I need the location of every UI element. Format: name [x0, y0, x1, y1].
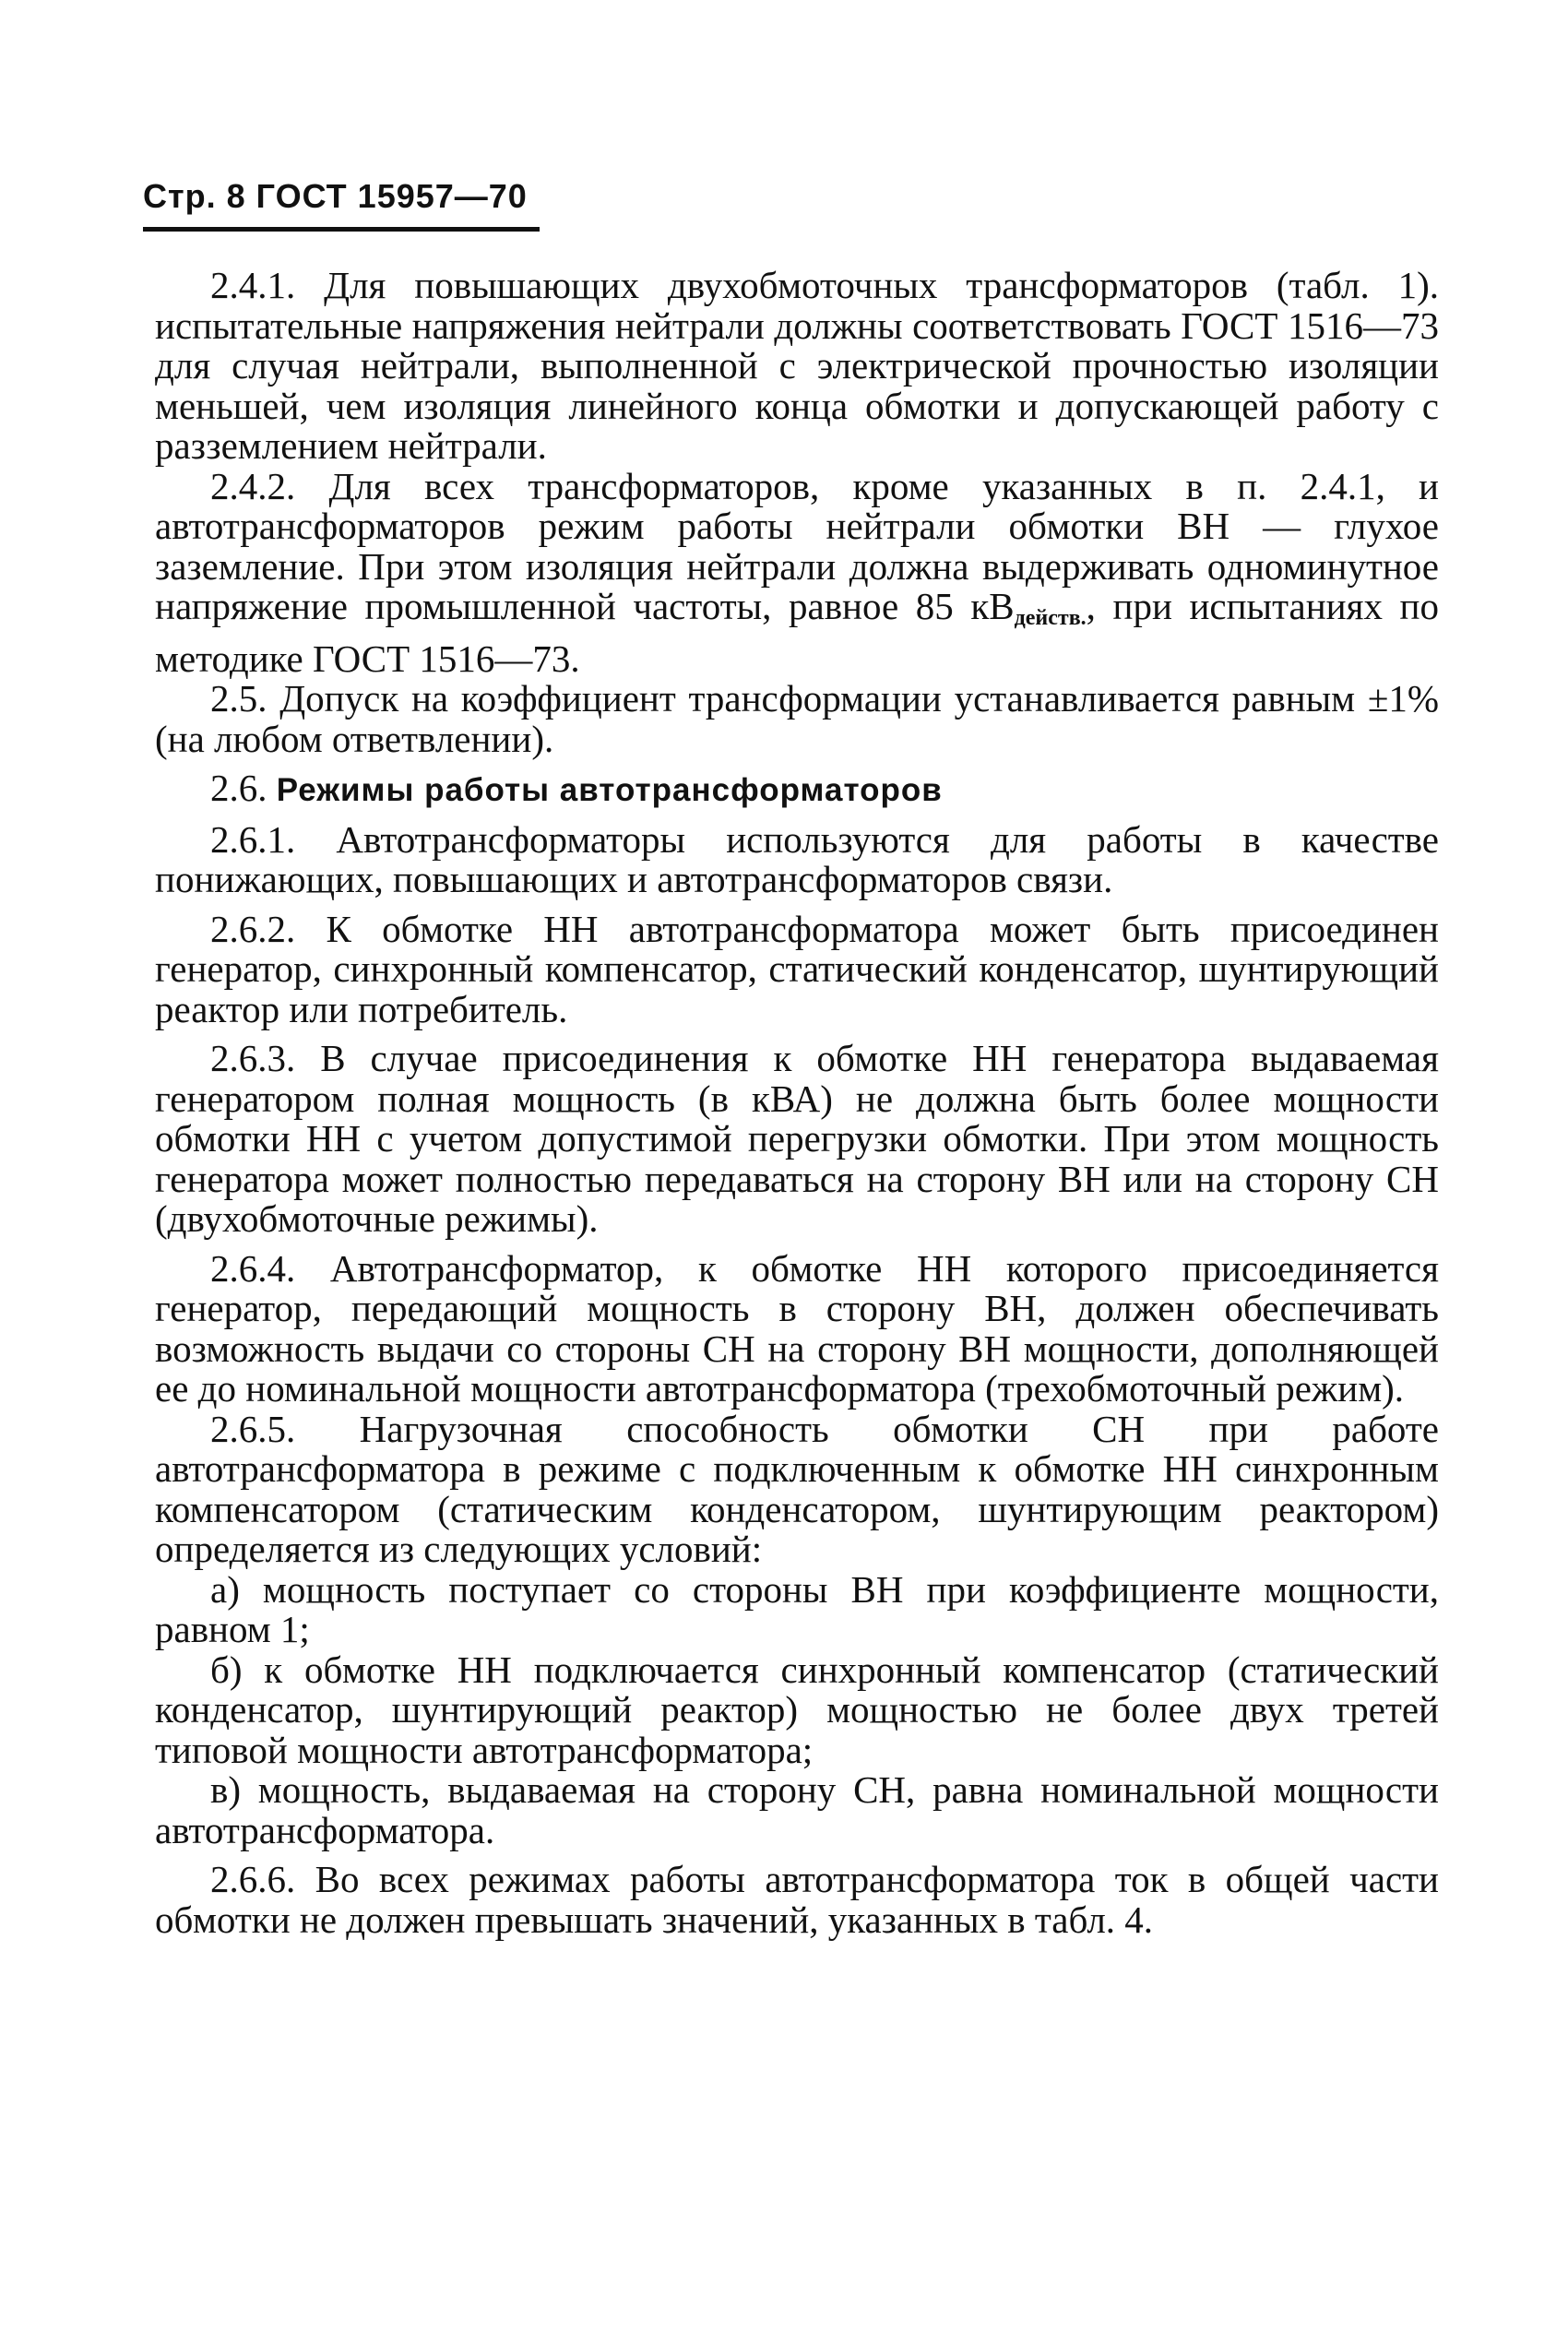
list-item-v: в) мощность, выдаваемая на сторону СН, равна номинальной мощности автотрансформатора. [155, 1768, 1439, 1851]
paragraph-2-4-1: 2.4.1. Для повышающих двухобмоточных трансформаторов (табл. 1). испытательные напряжения нейтрали должны соответствовать ГОСТ 1516—73 для случая нейтрали, выполненной с электрической прочностью изоляции меньшей, чем изоляция линейного конца обмотки и допускающей работу с разземлением нейтрали. [155, 264, 1439, 467]
document-body [155, 266, 1439, 1940]
section-2-6-heading [155, 768, 1439, 811]
paragraph-2-4-2 [155, 464, 1439, 680]
header-rule [143, 227, 540, 232]
paragraph-2-6-1: 2.6.1. Автотрансформаторы используются для работы в качестве понижающих, повышающих и автотрансформаторов связи. [155, 817, 1439, 900]
section-number: 2.6. [210, 767, 277, 809]
paragraph-2-4-2-tail: , при испытаниях по методике ГОСТ 1516—73. [155, 585, 1439, 680]
list-item-a: а) мощность поступает со стороны ВН при коэффициенте мощности, равном 1; [155, 1567, 1439, 1650]
list-item-b: б) к обмотке НН подключается синхронный компенсатор (статический конденсатор, шунтирующий реактор) мощностью не более двух третей типовой мощности автотрансформатора; [155, 1648, 1439, 1771]
paragraph-2-6-3: 2.6.3. В случае присоединения к обмотке НН генератора выдаваемая генератором полная мощность (в кВА) не должна быть более мощности обмотки НН с учетом допустимой перегрузки обмотки. При этом мощность генератора может полностью передаваться на сторону ВН или на сторону СН (двухобмоточные режимы). [155, 1037, 1439, 1240]
paragraph-2-6-6: 2.6.6. Во всех режимах работы автотрансформатора ток в общей части обмотки не должен превышать значений, указанных в табл. 4. [155, 1858, 1439, 1941]
section-title: Режимы работы автотрансформаторов [276, 772, 943, 808]
page-header: Стр. 8 ГОСТ 15957—70 [143, 177, 528, 215]
subscript-deystv: действ. [1014, 606, 1087, 630]
paragraph-2-6-5: 2.6.5. Нагрузочная способность обмотки СН при работе автотрансформатора в режиме с подключенным к обмотке НН синхронным компенсатором (статическим конденсатором, шунтирующим реактором) определяется из следующих условий: [155, 1407, 1439, 1570]
paragraph-2-5: 2.5. Допуск на коэффициент трансформации устанавливается равным ±1% (на любом ответвлении). [155, 677, 1439, 760]
paragraph-2-6-4: 2.6.4. Автотрансформатор, к обмотке НН которого присоединяется генератор, передающий мощность в сторону ВН, должен обеспечивать возможность выдачи со стороны СН на сторону ВН мощности, дополняющей ее до номинальной мощности автотрансформатора (трехобмоточный режим). [155, 1246, 1439, 1410]
paragraph-2-6-2: 2.6.2. К обмотке НН автотрансформатора может быть присоединен генератор, синхронный компенсатор, статический конденсатор, шунтирующий реактор или потребитель. [155, 907, 1439, 1030]
paragraph-2-4-2-text: 2.4.2. Для всех трансформаторов, кроме указанных в п. 2.4.1, и автотрансформаторов режим работы нейтрали обмотки ВН — глухое заземление. При этом изоляция нейтрали должна выдерживать одноминутное напряжение промышленной частоты, равное 85 кВ [155, 464, 1439, 627]
